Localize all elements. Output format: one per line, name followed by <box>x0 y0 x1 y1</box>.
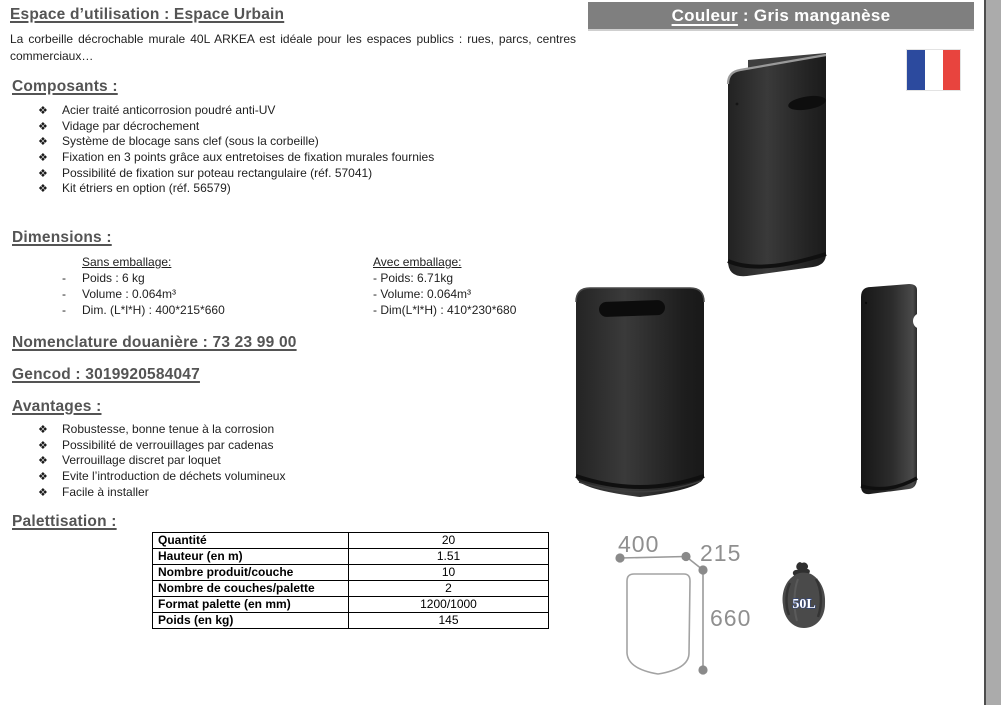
dimension-text: Dim. (L*l*H) : 400*215*660 <box>82 303 225 317</box>
diamond-bullet-icon: ❖ <box>38 167 48 180</box>
table-value-cell: 2 <box>349 581 549 597</box>
diamond-bullet-icon: ❖ <box>38 120 48 133</box>
dash-bullet: - <box>62 303 66 317</box>
color-banner <box>588 2 974 31</box>
diamond-bullet-icon: ❖ <box>38 105 48 117</box>
dimension-text: Poids : 6 kg <box>82 271 145 285</box>
france-flag-icon <box>907 50 960 90</box>
color-banner-label: Couleur <box>671 5 738 25</box>
intro-paragraph: La corbeille décrochable murale 40L ARKEA est idéale pour les espaces publics : rues, parcs, centres commerciaux… <box>10 32 576 63</box>
table-row <box>153 581 549 597</box>
list-item <box>38 119 434 135</box>
outside-page-area <box>986 0 1001 705</box>
list-item-text: Système de blocage sans clef (sous la corbeille) <box>62 134 319 149</box>
list-item-text: Facile à installer <box>62 484 149 499</box>
composants-heading: Composants : <box>12 78 118 95</box>
list-item-text: Acier traité anticorrosion poudré anti-UV <box>62 103 276 117</box>
palettisation-heading: Palettisation : <box>12 513 117 530</box>
list-item-text: Vidage par décrochement <box>62 118 200 133</box>
list-item-text: Kit étriers en option (réf. 56579) <box>62 181 231 196</box>
diamond-bullet-icon: ❖ <box>38 471 48 484</box>
depth-dimension-label: 215 <box>700 540 742 566</box>
table-label-cell: Quantité <box>153 533 349 549</box>
avantages-list <box>38 422 285 500</box>
table-label-cell: Nombre produit/couche <box>153 565 349 581</box>
flag-red-stripe <box>943 50 960 90</box>
dimensions-sans-title: Sans emballage: <box>82 255 172 269</box>
diamond-bullet-icon: ❖ <box>38 486 48 499</box>
nomenclature-heading: Nomenclature douanière : 73 23 99 00 <box>12 334 297 351</box>
dimension-drawing <box>600 528 760 680</box>
list-item <box>38 181 434 197</box>
dimension-text: - Poids: 6.71kg <box>373 271 454 285</box>
list-item-text: Robustesse, bonne tenue à la corrosion <box>62 422 275 436</box>
table-value-cell: 10 <box>349 565 549 581</box>
list-item-text: Fixation en 3 points grâce aux entretoises de fixation murales fournies <box>62 150 435 165</box>
diamond-bullet-icon: ❖ <box>38 136 48 149</box>
dim-dot <box>698 665 707 674</box>
palettisation-table <box>152 532 549 629</box>
diamond-bullet-icon: ❖ <box>38 183 48 196</box>
bin-outline <box>627 574 690 674</box>
dimension-text: Volume : 0.064m³ <box>82 287 177 301</box>
list-item <box>62 286 225 302</box>
list-item <box>38 103 434 119</box>
flag-blue-stripe <box>907 50 925 90</box>
list-item <box>38 438 285 454</box>
table-row <box>153 613 549 629</box>
trash-bag-50l-icon <box>780 561 828 635</box>
diamond-bullet-icon: ❖ <box>38 152 48 165</box>
list-item <box>38 422 285 438</box>
diamond-bullet-icon: ❖ <box>38 439 48 452</box>
product-photo-liner-side <box>851 281 925 510</box>
list-item <box>38 453 285 469</box>
table-row <box>153 565 549 581</box>
dimensions-avec-list <box>373 270 516 318</box>
list-item <box>62 270 225 286</box>
diamond-bullet-icon: ❖ <box>38 455 48 468</box>
product-photo-liner-front <box>571 283 709 509</box>
table-label-cell: Nombre de couches/palette <box>153 581 349 597</box>
table-value-cell: 145 <box>349 613 549 629</box>
list-item-text: Evite l’introduction de déchets volumineux <box>62 469 286 484</box>
avantages-heading: Avantages : <box>12 398 102 415</box>
table-label-cell: Hauteur (en m) <box>153 549 349 565</box>
diamond-bullet-icon: ❖ <box>38 424 48 436</box>
dim-dot <box>681 552 690 561</box>
table-label-cell: Format palette (en mm) <box>153 597 349 613</box>
product-photo-wall-bin-front <box>720 48 840 280</box>
table-row <box>153 533 549 549</box>
table-value-cell: 1200/1000 <box>349 597 549 613</box>
gencod-heading: Gencod : 3019920584047 <box>12 366 200 383</box>
page-title: Espace d’utilisation : Espace Urbain <box>10 6 285 23</box>
dimension-text: - Dim(L*l*H) : 410*230*680 <box>373 303 517 317</box>
table-value-cell: 1.51 <box>349 549 549 565</box>
list-item <box>38 150 434 166</box>
table-value-cell: 20 <box>349 533 549 549</box>
color-banner-value: Gris manganèse <box>753 5 891 25</box>
table-label-cell: Poids (en kg) <box>153 613 349 629</box>
bin-body <box>576 288 704 497</box>
bin-body <box>861 284 917 494</box>
color-banner-separator: : <box>737 5 754 25</box>
composants-list <box>38 103 434 197</box>
dimensions-without-packaging <box>62 254 225 318</box>
table-row <box>153 549 549 565</box>
height-dimension-label: 660 <box>710 605 752 631</box>
list-item-text: Possibilité de verrouillages par cadenas <box>62 437 274 452</box>
dimensions-with-packaging <box>373 254 516 318</box>
dash-bullet: - <box>62 287 66 301</box>
list-item <box>38 469 285 485</box>
bin-body <box>728 55 826 276</box>
dim-dot <box>698 565 707 574</box>
dimensions-sans-list <box>62 270 225 318</box>
dimensions-avec-title: Avec emballage: <box>373 255 462 269</box>
list-item <box>38 485 285 501</box>
list-item-text: Possibilité de fixation sur poteau rectangulaire (réf. 57041) <box>62 165 373 180</box>
table-row <box>153 597 549 613</box>
dash-bullet: - <box>62 271 66 285</box>
list-item <box>62 302 225 318</box>
bag-capacity-label: 50L <box>792 597 816 612</box>
width-dimension-label: 400 <box>618 531 660 557</box>
list-item <box>38 166 434 182</box>
dimensions-heading: Dimensions : <box>12 229 112 246</box>
bin-handle-slot <box>599 300 665 317</box>
list-item-text: Verrouillage discret par loquet <box>62 453 221 468</box>
dimension-text: - Volume: 0.064m³ <box>373 287 472 301</box>
list-item <box>38 134 434 150</box>
flag-white-stripe <box>925 50 942 90</box>
